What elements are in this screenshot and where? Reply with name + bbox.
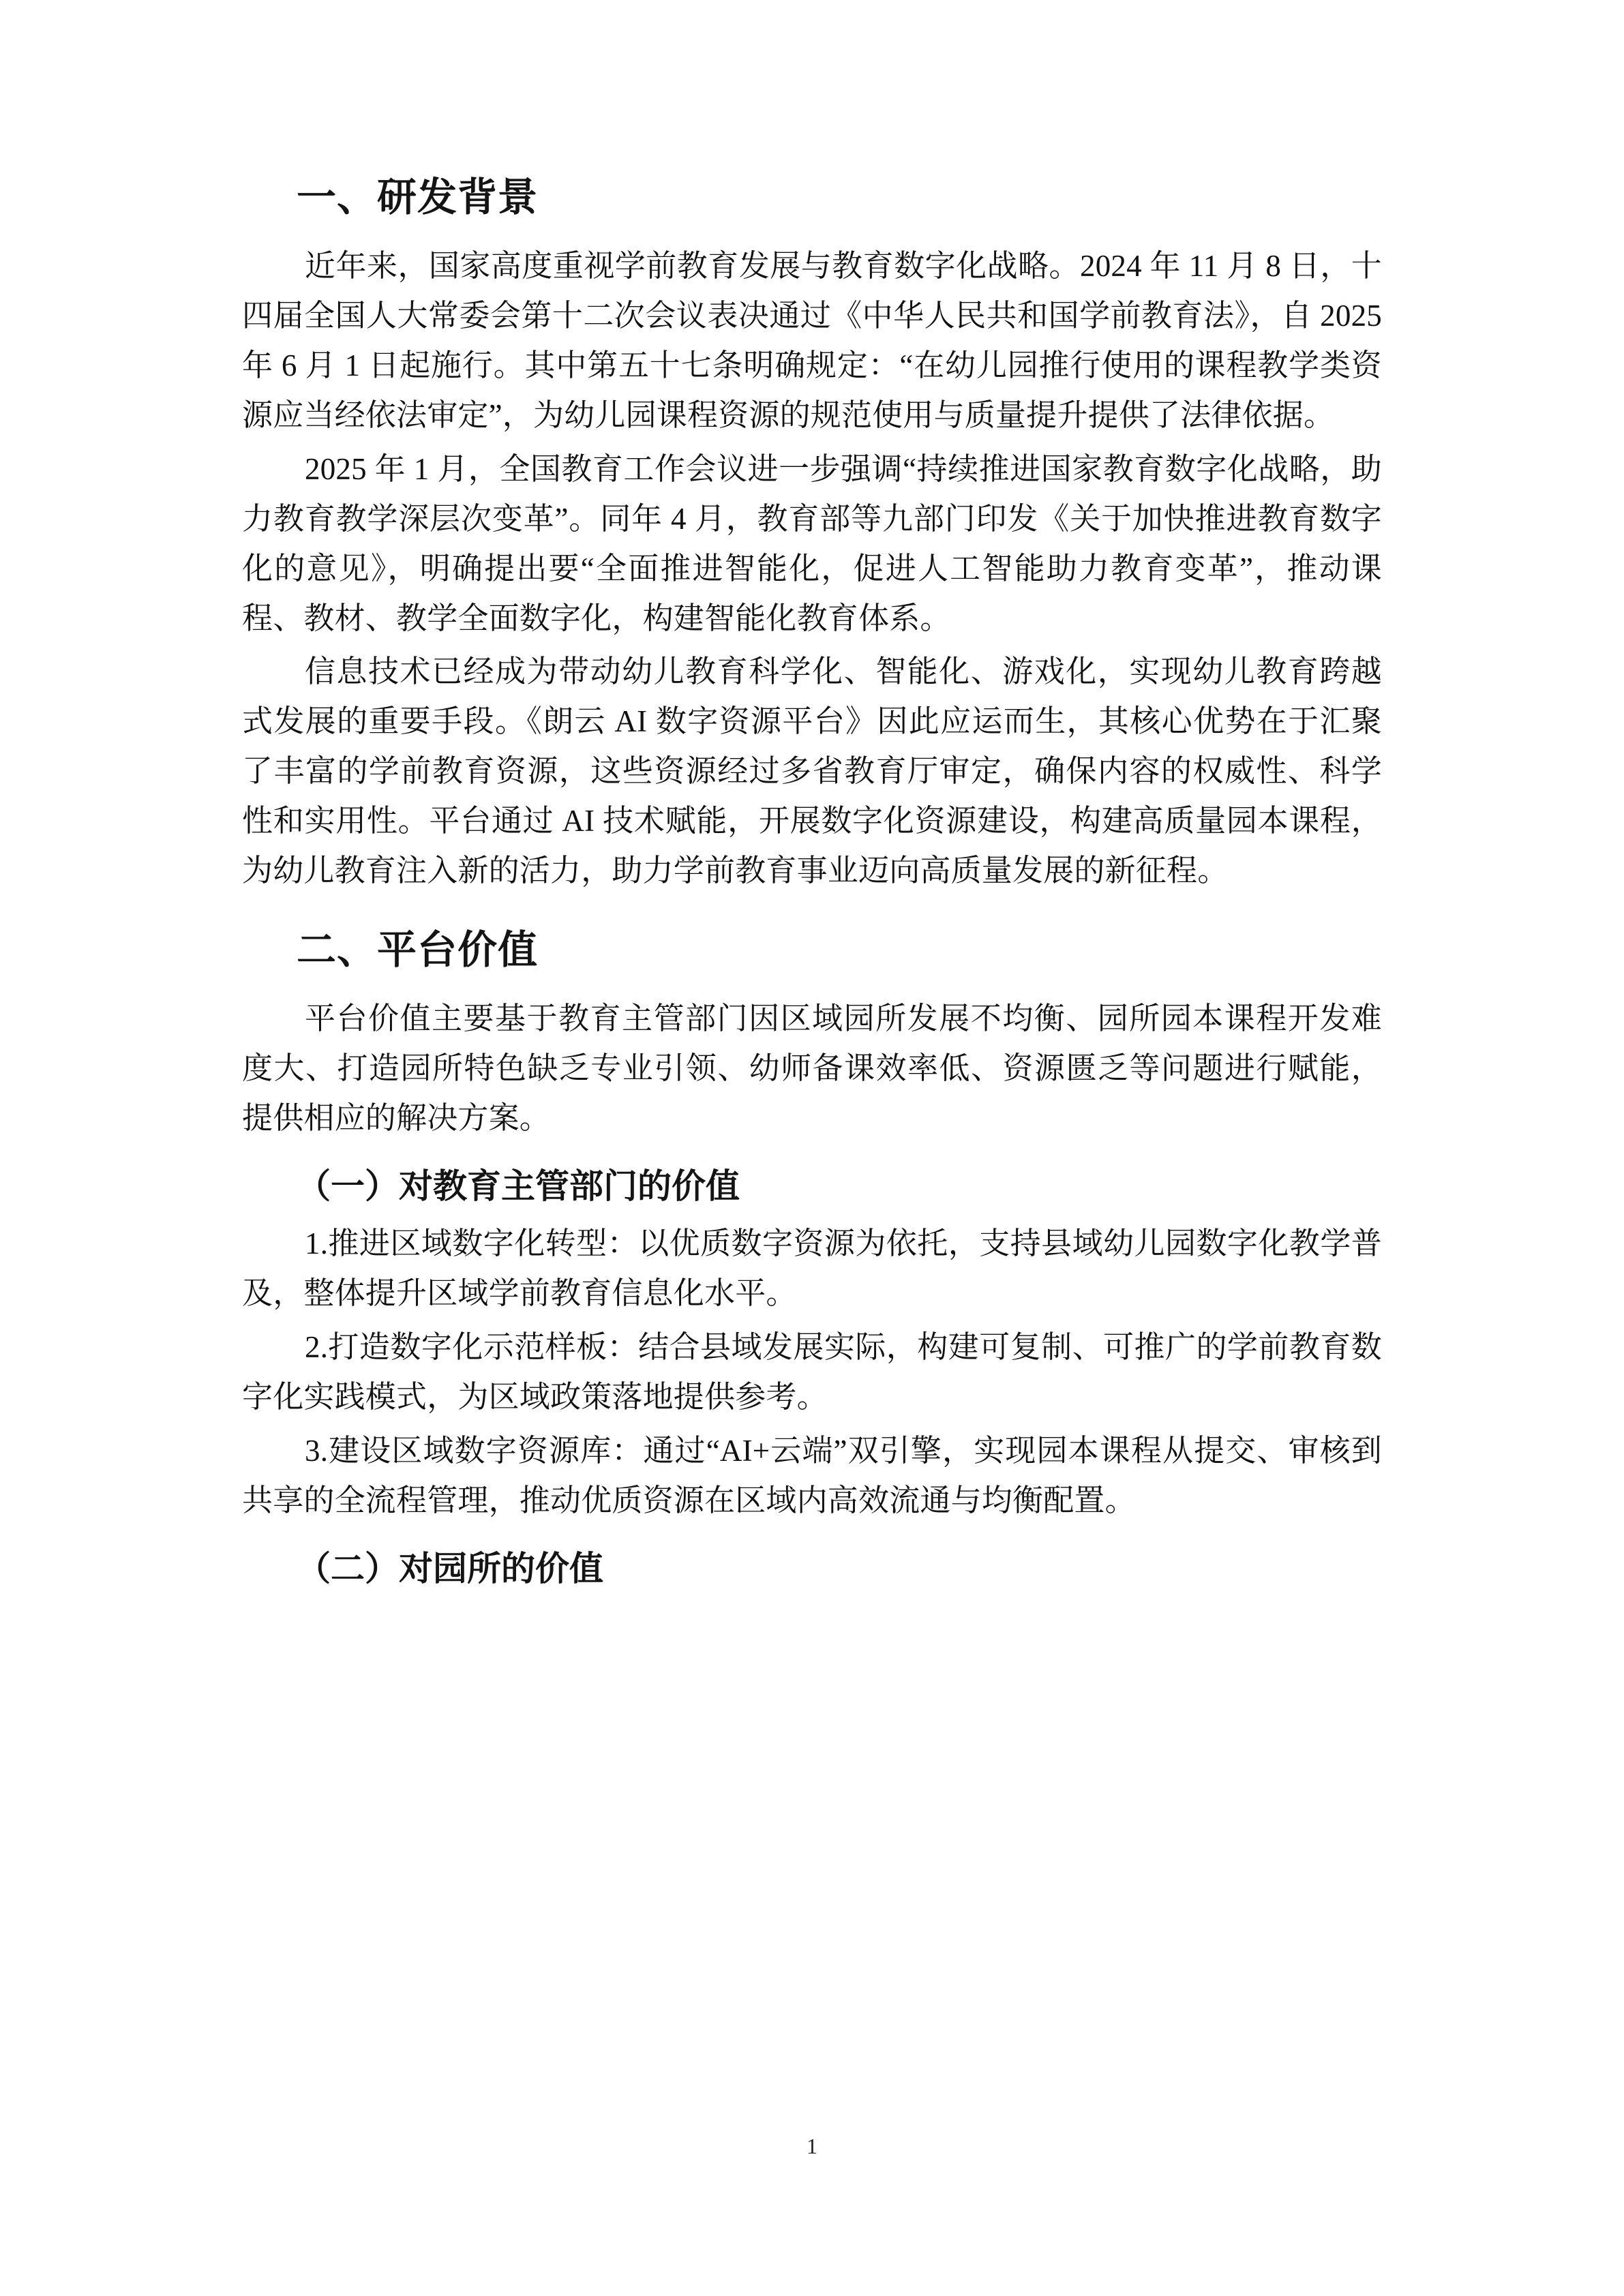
paragraph: 2.打造数字化示范样板：结合县域发展实际，构建可复制、可推广的学前教育数字化实践模式，为区域政策落地提供参考。 (242, 1330, 1382, 1415)
section-heading-platform-value: 二、平台价值 (297, 926, 539, 973)
paragraph: 信息技术已经成为带动幼儿教育科学化、智能化、游戏化，实现幼儿教育跨越式发展的重要手段。《朗云 AI 数字资源平台》因此应运而生，其核心优势在于汇聚了丰富的学前教育资源，这些资源经过多省教育厅审定，确保内容的权威性、科学性和实用性。平台通过 AI 技术赋能，开展数字化资源建设，构建高质量园本课程，为幼儿教育注入新的活力，助力学前教育事业迈向高质量发展的新征程。 (242, 654, 1382, 888)
subsection-heading-education-authority-value: （一）对教育主管部门的价值 (297, 1166, 740, 1206)
section-heading-research-background: 一、研发背景 (297, 174, 539, 220)
paragraph: 近年来，国家高度重视学前教育发展与教育数字化战略。2024 年 11 月 8 日，十四届全国人大常委会第十二次会议表决通过《中华人民共和国学前教育法》，自 2025 年 6 月 1 日起施行。其中第五十七条明确规定：“在幼儿园推行使用的课程教学类资源应当经依法审定”，为幼儿园课程资源的规范使用与质量提升提供了法律依据。 (242, 249, 1382, 432)
paragraph: 3.建设区域数字资源库：通过“AI+云端”双引擎，实现园本课程从提交、审核到共享的全流程管理，推动优质资源在区域内高效流通与均衡配置。 (242, 1433, 1382, 1517)
subsection-heading-kindergarten-value: （二）对园所的价值 (297, 1548, 603, 1588)
page-number: 1 (807, 2134, 817, 2158)
paragraph: 2025 年 1 月，全国教育工作会议进一步强调“持续推进国家教育数字化战略，助力教育教学深层次变革”。同年 4 月，教育部等九部门印发《关于加快推进教育数字化的意见》，明确提出要“全面推进智能化，促进人工智能助力教育变革”，推动课程、教材、教学全面数字化，构建智能化教育体系。 (242, 451, 1382, 635)
document-body (242, 170, 1382, 1601)
paragraph: 平台价值主要基于教育主管部门因区域园所发展不均衡、园所园本课程开发难度大、打造园所特色缺乏专业引领、幼师备课效率低、资源匮乏等问题进行赋能，提供相应的解决方案。 (242, 1001, 1382, 1135)
paragraph: 1.推进区域数字化转型：以优质数字资源为依托，支持县域幼儿园数字化教学普及，整体提升区域学前教育信息化水平。 (242, 1226, 1382, 1311)
spacer (242, 900, 1382, 923)
